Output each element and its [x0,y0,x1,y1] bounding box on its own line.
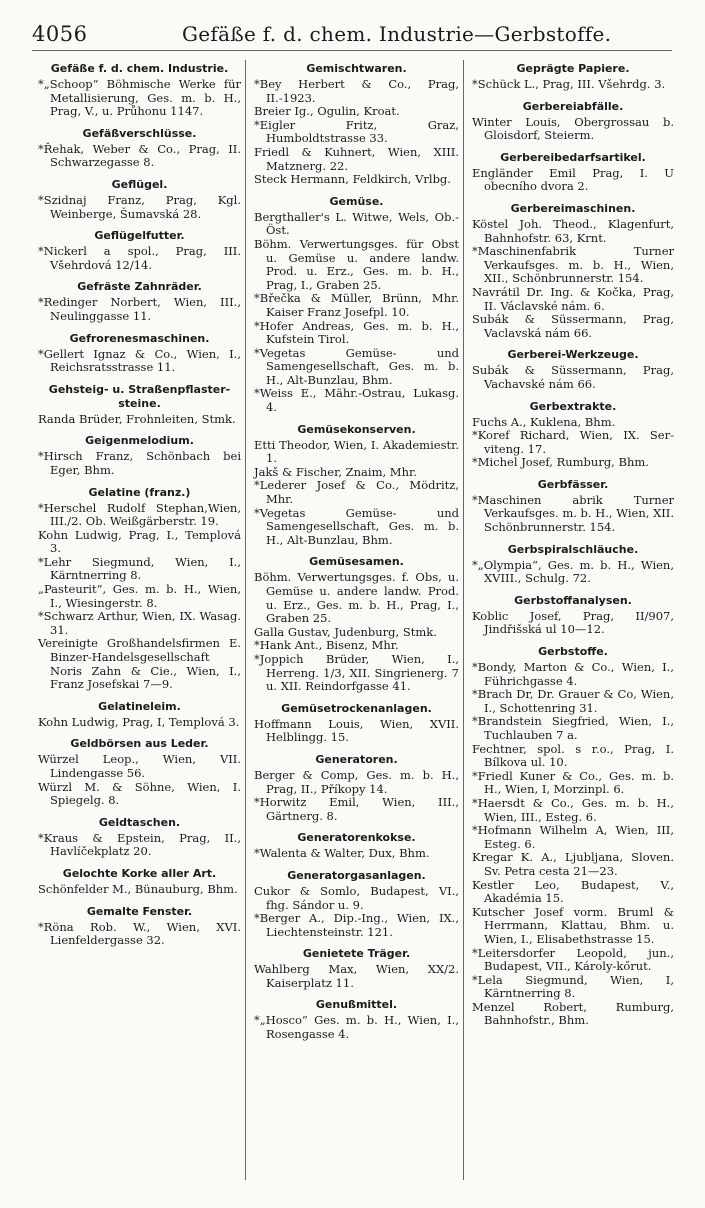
section-heading: Geldbörsen aus Leder. [70,737,209,751]
directory-entry: Kohn Ludwig, Prag, I., Templová 3. [38,527,241,556]
directory-entry: Friedl & Kuhnert, Wien, XIII. Matznerg. 22. [254,144,459,173]
directory-entry: Breier Ig., Ogulin, Kroat. [254,104,400,119]
directory-entry: Navrátil Dr. Ing. & Kočka, Prag, II. Václavské nám. 6. [472,284,674,313]
section-heading: Gerbextrakte. [529,399,617,413]
section-heading: Gerbereimaschinen. [510,201,636,215]
directory-entry: *Maschinen abrik Turner Verkaufsges. m. b. H., Wien, XII. Schönbrunnerstr. 154. [472,492,674,535]
directory-entry: *Horwitz Emil, Wien, III., Gärtnerg. 8. [254,795,459,823]
directory-entry: *Szidnaj Franz, Prag, Kgl. Weinberge, Šumavská 28. [38,192,241,221]
section-heading: Gelochte Korke aller Art. [62,866,217,880]
directory-entry: *Kraus & Epstein, Prag, II., Havlíčekplatz 20. [38,830,241,859]
directory-entry: Kohn Ludwig, Prag, I, Templová 3. [38,714,240,729]
section-heading: Gerberei-Werkzeuge. [507,348,639,362]
directory-entry: *Hofmann Wilhelm A, Wien, III, Esteg. 6. [472,823,674,851]
directory-entry: *Schwarz Arthur, Wien, IX. Wasag. 31. [38,609,241,637]
directory-entry: Steck Hermann, Feldkirch, Vrlbg. [254,172,451,187]
directory-entry: *Vegetas Gemüse- und Samengesellschaft, Ges. m. b. H., Alt-Bunzlau, Bhm. [254,505,459,547]
directory-entry: *Eigler Fritz, Graz, Humboldtstrasse 33. [254,117,459,146]
directory-entry: *Michel Josef, Rumburg, Bhm. [472,455,649,470]
directory-entry: *Friedl Kuner & Co., Ges. m. b. H., Wien, I, Morzinpl. 6. [472,768,674,797]
directory-columns [34,60,674,1180]
section-heading: Gefräste Zahnräder. [77,280,202,294]
section-heading: Gerbfässer. [537,477,609,491]
directory-entry: *Lederer Josef & Co., Mödritz, Mhr. [254,478,459,507]
directory-entry: Bergthaller's L. Witwe, Wels, Ob.-Öst. [254,209,459,238]
directory-entry: *Lehr Siegmund, Wien, I., Kärntnerring 8. [38,554,241,583]
directory-entry: *Maschinenfabrik Turner Verkaufsges. m. b. H., Wien, XII., Schönbrunnerstr. 154. [472,244,674,286]
directory-entry: Köstel Joh. Theod., Klagenfurt, Bahnhofstr. 63, Krnt. [472,216,674,245]
directory-entry: „Pasteurit“, Ges. m. b. H., Wien, I., Wiesingerstr. 8. [38,582,241,610]
section-heading: Geldtaschen. [98,815,181,829]
directory-entry: *„Hosco“ Ges. m. b. H., Wien, I., Rosengasse 4. [254,1013,459,1042]
directory-entry: *Hank Ant., Bisenz, Mhr. [254,638,399,653]
directory-entry: Galla Gustav, Judenburg, Stmk. [254,624,437,639]
directory-entry: *Leitersdorfer Leopold, jun., Budapest, VII., Károly-kőrut. [472,945,674,974]
section-heading: Gemüsesamen. [309,555,404,569]
section-heading: Geprägte Papiere. [516,62,630,75]
directory-entry: *Redinger Norbert, Wien, III., Neulinggasse 11. [38,295,241,323]
section-heading: Gerbstoffanalysen. [514,593,632,607]
section-heading: Geigenmelodium. [85,434,194,448]
directory-entry: *Weiss E., Mähr.-Ostrau, Lukasg. 4. [254,386,459,415]
section-heading: Genietete Träger. [302,947,411,961]
section-heading: Gehsteig- u. Straßenpflaster-steine. [48,382,231,410]
directory-entry: Vereinigte Großhandelsfirmen E. Binzer-Handelsgesellschaft Noris Zahn & Cie., Wien, I., Franz Josefskai 7—9. [38,636,241,692]
directory-entry: *Gellert Ignaz & Co., Wien, I., Reichsratsstrasse 11. [38,346,241,375]
section-heading: Gerbspiralschläuche. [507,542,639,556]
directory-entry: *Brandstein Siegfried, Wien, I., Tuchlauben 7 a. [472,714,674,742]
section-heading: Generatorenkokse. [297,831,416,845]
directory-entry: Fechtner, spol. s r.o., Prag, I. Bílkova ul. 10. [472,741,674,770]
section-heading: Gemalte Fenster. [86,904,193,918]
directory-entry: Etti Theodor, Wien, I. Akademiestr. 1. [254,437,459,466]
directory-entry: Wahlberg Max, Wien, XX/2. Kaiserplatz 11. [254,962,459,990]
section-heading: Gefrorenesmaschinen. [69,331,210,345]
directory-entry: Würzl M. & Söhne, Wien, I. Spiegelg. 8. [38,779,241,808]
directory-entry: Subák & Süssermann, Prag, Vaclavská nám 66. [472,312,674,340]
directory-entry: Böhm. Verwertungsges. f. Obs, u. Gemüse u. andere landw. Prod. u. Erz., Ges. m. b. H., Prag, I., Graben 25. [254,570,459,626]
page-header [32,20,672,51]
section-heading: Gemüsetrockenanlagen. [281,701,432,715]
column-1 [34,60,246,1180]
directory-entry: *Bondy, Marton & Co., Wien, I., Führichgasse 4. [472,660,674,688]
directory-entry: *Schück L., Prag, III. Všehrdg. 3. [472,77,666,91]
directory-entry: Subák & Süssermann, Prag, Vachavské nám 66. [472,363,674,391]
section-heading: Gerbereiabfälle. [522,99,624,113]
column-3 [468,60,678,1180]
page-title: Gefäße f. d. chem. Industrie—Gerbstoffe. [182,22,612,46]
section-heading: Geflügelfutter. [94,229,185,243]
directory-entry: *Lela Siegmund, Wien, I, Kärntnerring 8. [472,972,674,1001]
column-2 [250,60,464,1180]
directory-entry: *Walenta & Walter, Dux, Bhm. [254,846,430,861]
directory-entry: *Vegetas Gemüse- und Samengesellschaft, Ges. m. b. H., Alt-Bunzlau, Bhm. [254,345,459,387]
directory-entry: Schönfelder M., Bünauburg, Bhm. [38,881,238,896]
directory-entry: Koblic Josef, Prag, II/907, Jindřišská ul 10—12. [472,608,674,637]
section-heading: Gerbereibedarfsartikel. [500,150,646,164]
directory-entry: *Brach Dr, Dr. Grauer & Co, Wien, I., Schottenring 31. [472,687,674,715]
directory-entry: *Haersdt & Co., Ges. m. b. H., Wien, III., Esteg. 6. [472,795,674,824]
directory-entry: Hoffmann Louis, Wien, XVII. Helblingg. 15. [254,716,459,745]
directory-entry: *„Schoop“ Böhmische Werke für Metallisierung, Ges. m. b. H., Prag, V., u. Průhonu 1147. [38,77,241,119]
section-heading: Gefäßverschlüsse. [82,126,197,140]
directory-entry: Engländer Emil Prag, I. U obecního dvora 2. [472,165,674,194]
section-heading: Geflügel. [111,177,168,191]
directory-entry: Menzel Robert, Rumburg, Bahnhofstr., Bhm. [472,999,674,1028]
section-heading: Gemischtwaren. [306,62,407,75]
section-heading: Gerbstoffe. [538,645,608,659]
section-heading: Genußmittel. [315,998,398,1012]
directory-entry: Randa Brüder, Frohnleiten, Stmk. [38,411,236,426]
section-heading: Gelatineleim. [98,699,181,713]
directory-entry: *Nickerl a spol., Prag, III. Všehrdová 12/14. [38,244,241,272]
directory-entry: Jakš & Fischer, Znaim, Mhr. [254,464,417,479]
directory-entry: Winter Louis, Obergrossau b. Gloisdorf, Steierm. [472,114,674,143]
directory-entry: Fuchs A., Kuklena, Bhm. [472,414,616,429]
section-heading: Gemüse. [329,194,384,208]
page-number: 4056 [32,22,88,46]
directory-entry: Kutscher Josef vorm. Bruml & Herrmann, Klattau, Bhm. u. Wien, I., Elisabethstrasse 15. [472,904,674,946]
section-heading: Gefäße f. d. chem. Industrie. [50,62,229,75]
directory-entry: Würzel Leop., Wien, VII. Lindengasse 56. [38,752,241,780]
directory-entry: *Röna Rob. W., Wien, XVI. Lienfeldergasse 32. [38,919,241,948]
directory-entry: Kestler Leo, Budapest, V., Akadémia 15. [472,877,674,906]
directory-entry: *„Olympia“, Ges. m. b. H., Wien, XVIII., Schulg. 72. [472,557,674,586]
directory-entry: *Herschel Rudolf Stephan,Wien, III./2. Ob. Weißgärberstr. 19. [38,500,241,529]
directory-entry: Kregar K. A., Ljubljana, Sloven. Sv. Petra cesta 21—23. [472,850,674,878]
directory-entry: *Hofer Andreas, Ges. m. b. H., Kufstein Tirol. [254,318,459,347]
section-heading: Gemüsekonserven. [297,422,416,436]
directory-entry: *Řehak, Weber & Co., Prag, II. Schwarzegasse 8. [38,141,241,170]
directory-entry: Böhm. Verwertungsges. für Obst u. Gemüse u. andere landw. Prod. u. Erz., Ges. m. b. H., Prag, I., Graben 25. [254,236,459,292]
section-heading: Gelatine (franz.) [88,485,191,499]
directory-entry: Cukor & Somlo, Budapest, VI., fhg. Sándor u. 9. [254,883,459,912]
directory-entry: *Joppich Brüder, Wien, I., Herreng. 1/3, XII. Singrienerg. 7 u. XII. Reindorfgasse 41. [254,651,459,694]
directory-entry: *Koref Richard, Wien, IX. Ser-viteng. 17. [472,428,674,456]
directory-entry: *Břečka & Müller, Brünn, Mhr. Kaiser Franz Josefpl. 10. [254,291,459,319]
section-heading: Generatorgasanlagen. [287,868,426,882]
section-heading: Generatoren. [315,752,398,766]
directory-entry: *Berger A., Dip.-Ing., Wien, IX., Liechtensteinstr. 121. [254,911,459,939]
directory-entry: *Bey Herbert & Co., Prag, II.-1923. [254,77,459,105]
directory-entry: *Hirsch Franz, Schönbach bei Eger, Bhm. [38,449,241,477]
directory-entry: Berger & Comp, Ges. m. b. H., Prag, II., Příkopy 14. [254,767,459,796]
